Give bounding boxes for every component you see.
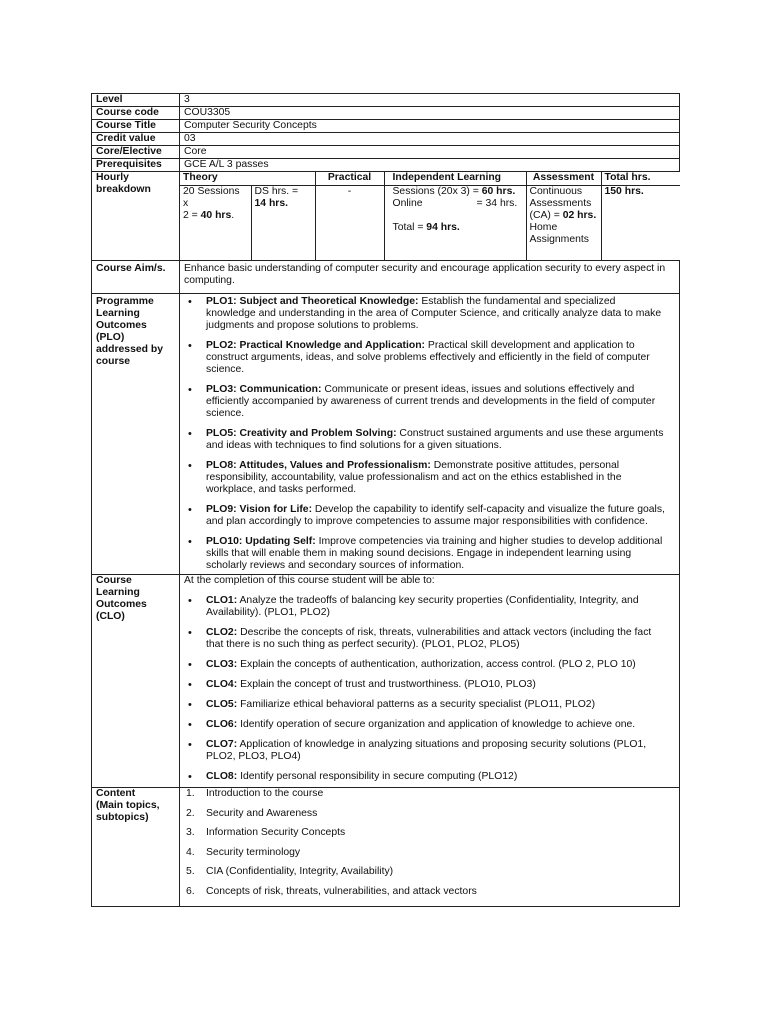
independent-sessions-line — [393, 186, 523, 198]
assessment-cell — [526, 186, 601, 261]
plo-item-text: Communicate or present ideas, issues and solutions effectively and efficiently accompanied by awareness of current trends and developments in the field of computer science. — [206, 384, 656, 419]
ds-hours-cell — [251, 186, 315, 261]
content-label-line2: (Main topics, — [96, 800, 160, 811]
plo-item-title: PLO8: Attitudes, Values and Professionalism: — [206, 460, 431, 471]
clo-list-cell — [180, 575, 680, 788]
plo-item-text: Construct sustained arguments and use these arguments and ideas with techniques to find solutions for a given situations. — [206, 428, 664, 451]
total-hours-header: Total hrs. — [601, 172, 680, 186]
assessment-line5: Assignments — [529, 234, 589, 245]
content-item-text: Security and Awareness — [206, 807, 318, 819]
assessment-line2: Assessments — [529, 198, 592, 209]
plo-item-text: Demonstrate positive attitudes, personal responsibility, accountability, value professionalism and act on the ethics established in the workplace, and tasks performed. — [206, 460, 622, 495]
independent-sessions-label: Sessions (20x 3) = — [392, 186, 482, 197]
plo-label-line2: Learning — [96, 308, 140, 319]
clo-item — [206, 595, 667, 619]
assessment-line3 — [530, 210, 598, 222]
plo-item — [206, 428, 667, 452]
content-item — [186, 827, 675, 839]
assessment-line4: Home — [529, 222, 558, 233]
plo-item-text: Improve competencies via training and higher studies to develop additional skills that will enable them in making sound decisions. Engage in independent learning using scholarly reviews and secondary sources of information. — [206, 536, 663, 571]
assessment-ca-value: 02 hrs. — [562, 210, 597, 221]
plo-label-line5: addressed by — [96, 344, 163, 355]
ds-hours-value: 14 hrs. — [254, 198, 289, 209]
hourly-breakdown-cell — [180, 172, 680, 261]
credit-value-row — [92, 133, 680, 146]
level-label: Level — [92, 94, 180, 107]
credit-value-value: 03 — [180, 133, 680, 146]
clo-row — [92, 575, 680, 788]
plo-item — [206, 340, 667, 376]
prerequisites-label: Prerequisites — [92, 159, 180, 172]
content-item-text: Security terminology — [206, 846, 301, 858]
course-title-row — [92, 120, 680, 133]
hourly-label-line2: breakdown — [96, 184, 151, 195]
content-list — [184, 788, 675, 898]
clo-item-text: Describe the concepts of risk, threats, vulnerabilities and attack vectors (including the fact that there is no such thing as perfect security). (PLO1, PLO2, PLO5) — [206, 627, 652, 650]
plo-item — [206, 504, 667, 528]
clo-item-text: Familiarize ethical behavioral patterns as a security specialist (PLO11, PLO2) — [237, 699, 596, 710]
plo-item-title: PLO10: Updating Self: — [206, 536, 316, 547]
course-aim-text: Enhance basic understanding of computer security and encourage application security to every aspect in computing. — [180, 261, 680, 294]
clo-item — [206, 679, 667, 691]
core-elective-label: Core/Elective — [92, 146, 180, 159]
content-item-text: Information Security Concepts — [206, 827, 346, 838]
credit-value-label: Credit value — [92, 133, 180, 146]
plo-label — [92, 294, 180, 575]
course-title-label: Course Title — [92, 120, 180, 133]
content-item — [186, 788, 675, 800]
independent-total-line — [393, 222, 523, 234]
independent-online-label: Online — [392, 198, 423, 209]
clo-item — [206, 771, 667, 783]
clo-item-title: CLO3: — [206, 659, 238, 670]
clo-item-title: CLO1: — [206, 595, 238, 606]
clo-item — [206, 739, 667, 763]
content-item — [186, 846, 675, 859]
clo-item — [206, 699, 667, 711]
plo-list-cell — [180, 294, 680, 575]
course-code-label: Course code — [92, 107, 180, 120]
content-item-number: 2. — [186, 807, 195, 819]
plo-label-line1: Programme — [96, 296, 154, 307]
plo-item-title: PLO3: Communication: — [206, 384, 322, 395]
independent-sessions-value: 60 hrs. — [481, 186, 516, 197]
clo-item-title: CLO5: — [206, 699, 238, 710]
content-item — [186, 866, 675, 878]
plo-item-text: Establish the fundamental and specialized knowledge and understanding in the area of Computer Science, and critically analyze data to make judgments and propose solutions to problems. — [206, 296, 662, 331]
clo-label-line1: Course — [96, 575, 132, 586]
plo-label-line6: course — [96, 356, 131, 367]
course-aim-label: Course Aim/s. — [92, 261, 180, 294]
content-item-number: 3. — [186, 827, 195, 838]
plo-row — [92, 294, 680, 575]
clo-label-line2: Learning — [96, 587, 140, 598]
clo-item-title: CLO7: — [206, 739, 238, 750]
independent-learning-header: Independent Learning — [384, 172, 526, 186]
clo-item-text: Explain the concepts of authentication, authorization, access control. (PLO 2, PLO 10) — [237, 659, 636, 670]
content-item-number: 4. — [186, 846, 195, 858]
content-label-line1: Content — [96, 788, 136, 799]
plo-item — [206, 460, 667, 496]
plo-list — [184, 296, 667, 572]
clo-item-title: CLO4: — [206, 679, 238, 690]
course-aim-row — [92, 261, 680, 294]
clo-item — [206, 719, 667, 731]
ds-hours-line1: DS hrs. = — [254, 186, 299, 197]
clo-item-text: Identify operation of secure organization and application of knowledge to achieve one. — [237, 719, 636, 730]
clo-label-line4: (CLO) — [96, 611, 125, 622]
prerequisites-row — [92, 159, 680, 172]
theory-hours-value: 40 hrs — [200, 210, 232, 221]
content-list-cell — [180, 788, 680, 907]
content-item — [186, 885, 675, 898]
theory-sessions-eq: 2 = — [183, 210, 201, 221]
content-item-text: Introduction to the course — [206, 788, 324, 799]
plo-item — [206, 296, 667, 332]
content-row — [92, 788, 680, 907]
clo-intro: At the completion of this course student will be able to: — [184, 575, 435, 586]
hourly-breakdown-label — [92, 172, 180, 261]
clo-item — [206, 627, 667, 651]
course-syllabus-table — [91, 93, 680, 907]
plo-item — [206, 384, 667, 420]
clo-item-text: Analyze the tradeoffs of balancing key security properties (Confidentiality, Integrity, and Availability). (PLO1, PLO2) — [206, 595, 639, 618]
course-title-value: Computer Security Concepts — [180, 120, 680, 133]
theory-sessions-cell — [180, 186, 251, 261]
independent-learning-cell — [384, 186, 526, 261]
hourly-header-row — [180, 172, 680, 186]
content-item-number: 5. — [186, 866, 195, 877]
theory-hours-period: . — [231, 210, 235, 221]
theory-header: Theory — [180, 172, 315, 186]
assessment-header: Assessment — [526, 172, 601, 186]
clo-item — [206, 659, 667, 671]
plo-item-title: PLO2: Practical Knowledge and Application: — [206, 340, 426, 351]
plo-item-title: PLO9: Vision for Life: — [206, 504, 313, 515]
clo-item-title: CLO6: — [206, 719, 238, 730]
core-elective-row — [92, 146, 680, 159]
theory-sessions-line2 — [183, 210, 248, 222]
plo-item-text: Develop the capability to identify self-capacity and visualize the future goals, and plan accordingly to improve competencies to assume major responsibilities with confidence. — [206, 504, 665, 527]
plo-item-title: PLO5: Creativity and Problem Solving: — [206, 428, 397, 439]
plo-item — [206, 536, 667, 572]
assessment-line1: Continuous — [529, 186, 583, 197]
total-hours-value: 150 hrs. — [601, 186, 680, 261]
theory-sessions-line1: 20 Sessions x — [183, 186, 240, 209]
independent-total-value: 94 hrs. — [426, 222, 460, 233]
content-label-line3: subtopics) — [96, 812, 149, 823]
clo-item-text: Identify personal responsibility in secure computing (PLO12) — [237, 771, 518, 782]
independent-online-value: = 34 hrs. — [476, 198, 518, 209]
course-code-row — [92, 107, 680, 120]
clo-item-title: CLO2: — [206, 627, 238, 638]
hourly-label-line1: Hourly — [96, 172, 129, 183]
content-item-number: 6. — [186, 885, 195, 897]
level-value: 3 — [180, 94, 680, 107]
content-label — [92, 788, 180, 907]
plo-label-line3: Outcomes — [96, 320, 147, 331]
content-item-text: Concepts of risk, threats, vulnerabilities, and attack vectors — [206, 885, 477, 897]
clo-item-title: CLO8: — [206, 771, 238, 782]
content-item-text: CIA (Confidentiality, Integrity, Availability) — [206, 866, 394, 877]
plo-label-line4: (PLO) — [96, 332, 125, 343]
practical-header: Practical — [315, 172, 384, 186]
hourly-breakdown-table — [180, 172, 680, 260]
hourly-values-row — [180, 186, 680, 261]
content-item — [186, 807, 675, 820]
hourly-breakdown-row — [92, 172, 680, 261]
independent-online-line — [393, 198, 523, 210]
prerequisites-value: GCE A/L 3 passes — [180, 159, 680, 172]
assessment-ca-label: (CA) = — [529, 210, 563, 221]
clo-item-text: Application of knowledge in analyzing situations and proposing security solutions (PLO1, PLO2, PLO3, PLO4) — [206, 739, 647, 762]
course-code-value: COU3305 — [180, 107, 680, 120]
content-item-number: 1. — [186, 788, 195, 799]
clo-item-text: Explain the concept of trust and trustworthiness. (PLO10, PLO3) — [237, 679, 536, 690]
clo-list — [184, 595, 667, 783]
core-elective-value: Core — [180, 146, 680, 159]
clo-label — [92, 575, 180, 788]
level-row — [92, 94, 680, 107]
independent-total-label: Total = — [392, 222, 427, 233]
practical-value: - — [315, 186, 384, 261]
clo-label-line3: Outcomes — [96, 599, 147, 610]
plo-item-title: PLO1: Subject and Theoretical Knowledge: — [206, 296, 419, 307]
plo-item-text: Practical skill development and application to construct arguments, ideas, and solve problems effectively and efficiently in the field of computer science. — [206, 340, 650, 375]
